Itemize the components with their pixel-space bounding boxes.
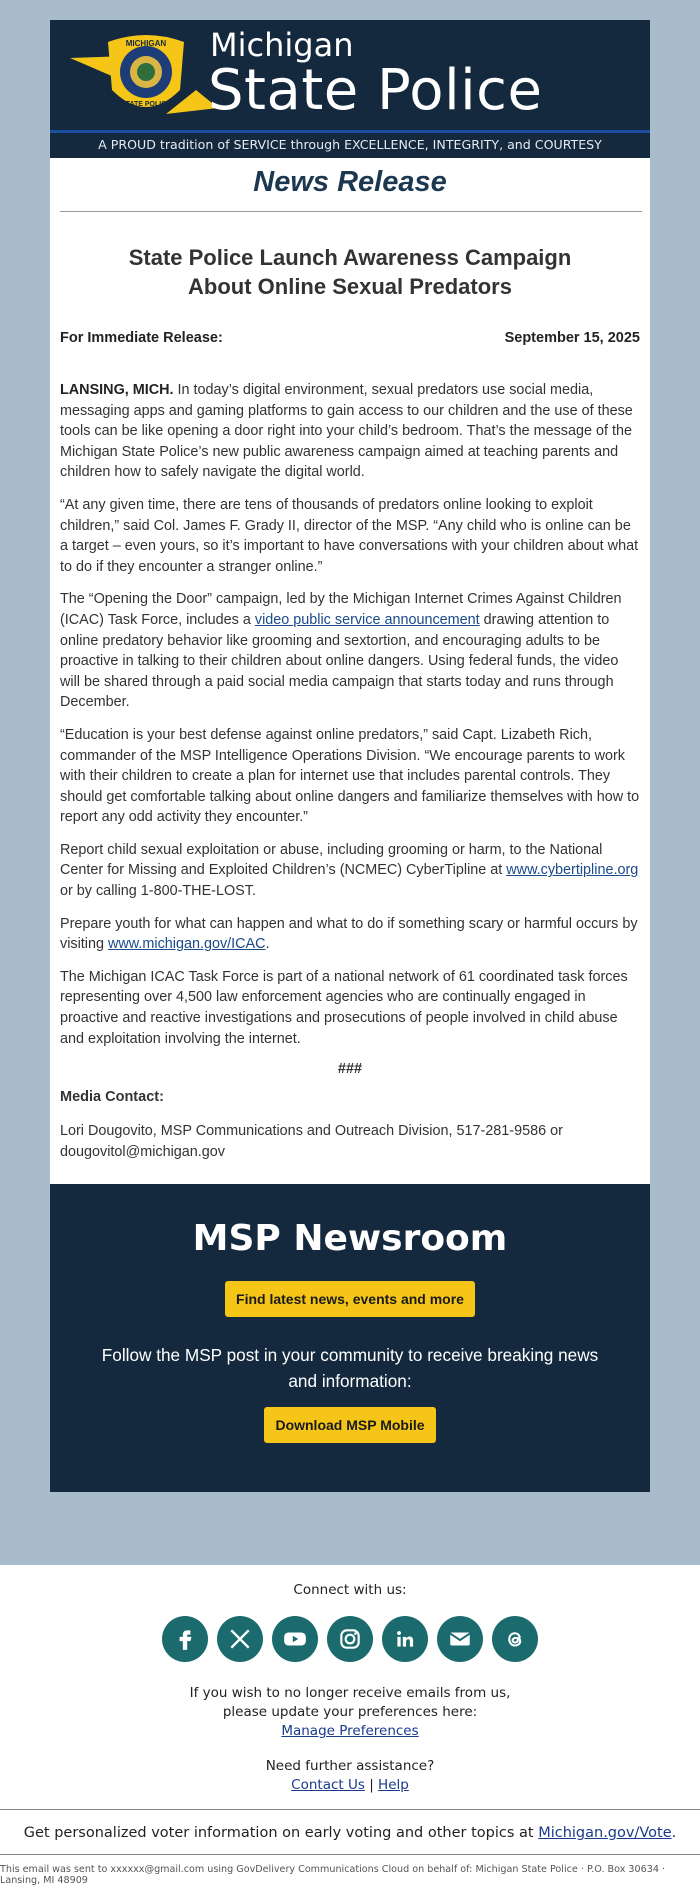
release-content — [50, 158, 650, 1184]
for-immediate-release: For Immediate Release: — [60, 330, 223, 346]
contact-us-link[interactable]: Contact Us — [291, 1777, 365, 1793]
paragraph-5: Report child sexual exploitation or abuse, including grooming or harm, to the National Center for Missing and Exploited Children’s (NCMEC) CyberTipline at www.cybertipline.org or by calling 1-800-THE-LOST. — [60, 841, 639, 900]
footer-divider — [0, 1809, 700, 1810]
release-date: September 15, 2025 — [504, 330, 640, 346]
paragraph-4: “Education is your best defense against online predators,” said Capt. Lizabeth Rich, commander of the MSP Intelligence Operations Division. “We encourage parents to work with their children to create a plan for internet use that includes parental controls. They should get comfortable talking about online dangers and familiarize themselves with how to report any odd activity they encounter.” — [60, 726, 640, 826]
email-icon[interactable] — [437, 1616, 483, 1662]
x-icon[interactable] — [217, 1616, 263, 1662]
paragraph-7: The Michigan ICAC Task Force is part of a national network of 61 coordinated task forces representing over 4,500 law enforcement agencies who are continually engaged in proactive and reactive investigations and prosecutions of people involved in child abuse and exploitation involving the internet. — [60, 968, 628, 1047]
paragraph-1: LANSING, MICH. In today’s digital environment, sexual predators use social media, messaging apps and gaming platforms to gain access to our children and the use of these tools can be like opening a door right into your child’s bedroom. That’s the message of the Michigan State Police’s new public awareness campaign aimed at teaching parents and children how to safely navigate the digital world. — [60, 382, 633, 481]
psa-video-link[interactable]: video public service announcement — [254, 611, 480, 628]
manage-preferences-link[interactable]: Manage Preferences — [281, 1723, 419, 1739]
media-contact-label: Media Contact: — [60, 1089, 164, 1106]
release-row — [60, 330, 640, 346]
footer — [0, 1565, 700, 1886]
brand-line-1: Michigan — [210, 26, 354, 64]
fine-print: This email was sent to xxxxxx@gmail.com using GovDelivery Communications Cloud on behalf of: Michigan State Police · P.O. Box 30634 · Lansing, MI 48909 — [0, 1864, 666, 1886]
brand-line-2: State Police — [208, 58, 543, 123]
headline-line-1: State Police Launch Awareness Campaign — [128, 245, 572, 270]
download-mobile-button[interactable]: Download MSP Mobile — [264, 1407, 435, 1443]
headline — [60, 243, 640, 301]
paragraph-2: “At any given time, there are tens of thousands of predators online looking to exploit children,” said Col. James F. Grady II, director of the MSP. “Any child who is online can be a target – even yours, so it’s important to have conversations with your children about what to do if they encounter a stranger online.” — [60, 496, 639, 575]
title-divider — [60, 211, 642, 212]
voter-info: Get personalized voter information on early voting and other topics at Michigan.gov/Vote. — [23, 1825, 677, 1841]
assistance-block: Need further assistance? Contact Us | Help — [265, 1758, 435, 1793]
release-body — [60, 380, 640, 1049]
email-card — [50, 20, 650, 1492]
paragraph-6: Prepare youth for what can happen and what to do if something scary or harmful occurs by visiting www.michigan.gov/ICAC. — [60, 915, 638, 953]
threads-icon[interactable] — [492, 1616, 538, 1662]
svg-text:STATE POLICE: STATE POLICE — [121, 101, 171, 108]
tagline: A PROUD tradition of SERVICE through EXCELLENCE, INTEGRITY, and COURTESY — [98, 137, 602, 152]
find-news-button[interactable]: Find latest news, events and more — [225, 1281, 475, 1317]
youtube-icon[interactable] — [272, 1616, 318, 1662]
instagram-icon[interactable] — [327, 1616, 373, 1662]
news-release-title: News Release — [253, 166, 447, 198]
header-banner — [50, 20, 650, 158]
michigan-vote-link[interactable]: Michigan.gov/Vote — [538, 1825, 672, 1841]
end-mark: ### — [337, 1061, 363, 1078]
social-icons — [0, 1616, 700, 1662]
help-link[interactable]: Help — [378, 1777, 409, 1793]
follow-text: Follow the MSP post in your community to receive breaking news and information: — [101, 1345, 599, 1392]
connect-label: Connect with us: — [293, 1582, 407, 1598]
cybertipline-link[interactable]: www.cybertipline.org — [506, 862, 639, 879]
icac-link[interactable]: www.michigan.gov/ICAC — [108, 936, 266, 953]
media-contact-body: Lori Dougovito, MSP Communications and Outreach Division, 517-281-9586 or dougovitol@michigan.gov — [60, 1123, 563, 1160]
newsroom-section — [50, 1184, 650, 1492]
header-rule — [50, 130, 650, 133]
headline-line-2: About Online Sexual Predators — [188, 274, 512, 299]
linkedin-icon[interactable] — [382, 1616, 428, 1662]
unsubscribe-text: If you wish to no longer receive emails from us, please update your preferences here: Manage Preferences — [189, 1685, 511, 1739]
newsroom-title: MSP Newsroom — [192, 1218, 508, 1260]
paragraph-3: The “Opening the Door” campaign, led by the Michigan Internet Crimes Against Children (ICAC) Task Force, includes a video public service announcement drawing attention to online predatory behavior like grooming and sextortion, and encouraging adults to be proactive in talking to their children about online dangers. Using federal funds, the video will be shared through a paid social media campaign that starts today and runs through December. — [60, 591, 622, 711]
facebook-icon[interactable] — [162, 1616, 208, 1662]
dateline: LANSING, MICH. — [60, 382, 174, 398]
svg-text:MICHIGAN: MICHIGAN — [125, 39, 167, 48]
